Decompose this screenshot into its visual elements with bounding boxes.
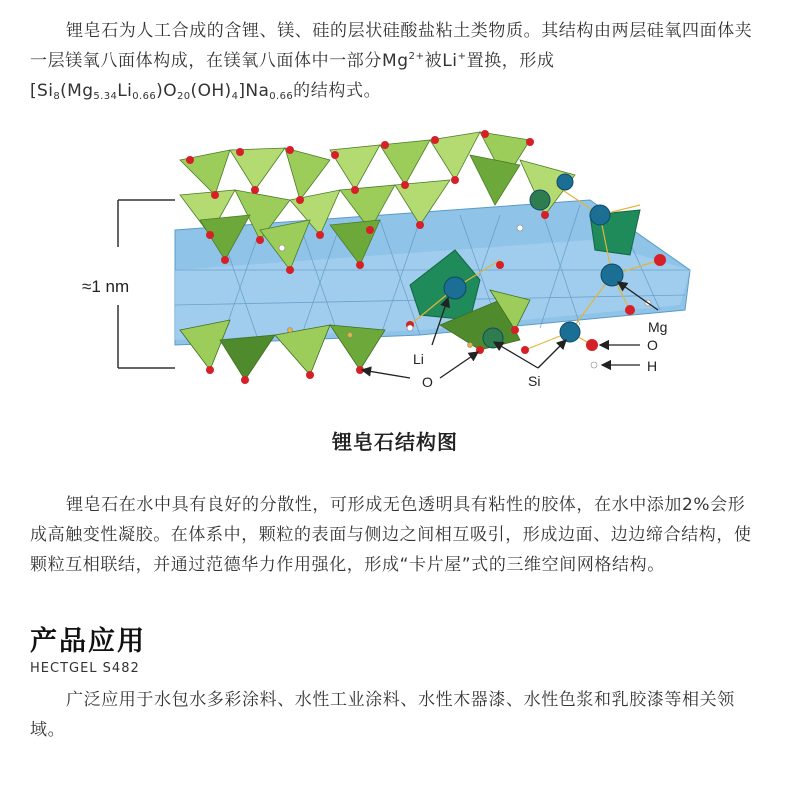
label-h: H (647, 358, 658, 374)
dispersion-paragraph: 锂皂石在水中具有良好的分散性，可形成无色透明具有粘性的胶体，在水中添加2%会形成高触变性凝胶。在体系中，颗粒的表面与侧边之间相互吸引，形成边面、边边缔合结构，使颗粒互相联结，并通过范德华力作用强化，形成“卡片屋”式的三维空间网格结构。 (30, 495, 752, 575)
figure-caption: 锂皂石结构图 (332, 430, 458, 454)
label-si: Si (528, 373, 541, 389)
scale-label: ≈1 nm (82, 277, 130, 296)
label-mg: Mg (648, 319, 668, 335)
intro-after-li: 置换，形成 (466, 51, 555, 71)
intro-line-2: 氧四面体夹一层镁氧八面体构成，在镁氧八面体中一部分Mg (30, 21, 753, 71)
section-title: 产品应用 (30, 626, 146, 657)
intro-tail: 的结构式。 (293, 81, 382, 101)
laponite-structure-diagram (0, 120, 790, 410)
li-charge: + (457, 51, 467, 62)
intro-between: 被Li (424, 51, 458, 71)
product-code: HECTGEL S482 (30, 661, 140, 676)
label-o-right: O (647, 337, 658, 353)
label-o-bottom: O (422, 374, 433, 390)
mg-charge: 2+ (408, 51, 425, 62)
chemical-formula: $[Si_8(Mg_{5.34}Li_{0.66})O_{20}(OH)_4]Na_{0.66}$ (30, 81, 294, 102)
intro-paragraph (30, 16, 760, 106)
label-li: Li (413, 351, 424, 367)
intro-line-1: 锂皂石为人工合成的含锂、镁、硅的层状硅酸盐粘土类物质。其结构由两层硅 (66, 21, 665, 41)
application-paragraph: 广泛应用于水包水多彩涂料、水性工业涂料、水性木器漆、水性色浆和乳胶漆等相关领域。 (30, 690, 735, 740)
